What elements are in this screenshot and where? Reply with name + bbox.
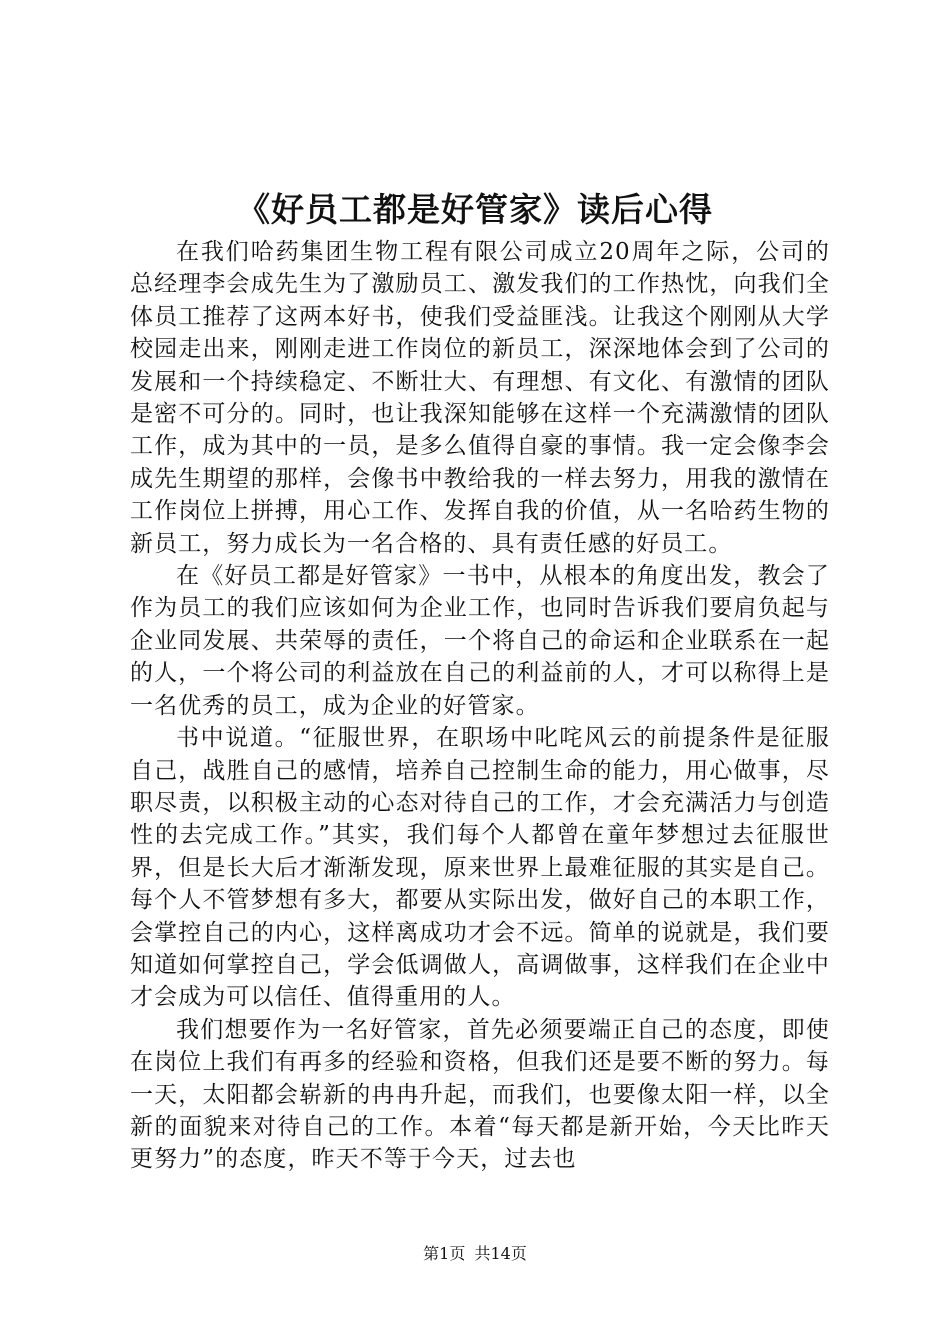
paragraph-3: 书中说道。“征服世界，在职场中叱咤风云的前提条件是征服自己，战胜自己的感情，培养自己控制生命的能力，用心做事，尽职尽责，以积极主动的心态对待自己的工作，才会充满活力与创造性的去完成工作。”其实，我们每个人都曾在童年梦想过去征服世界，但是长大后才渐渐发现，原来世界上最难征服的其实是自己。每个人不管梦想有多大，都要从实际出发，做好自己的本职工作，会掌控自己的内心，这样离成功才会不远。简单的说就是，我们要知道如何掌控自己，学会低调做人，高调做事，这样我们在企业中才会成为可以信任、值得重用的人。 xyxy=(130,725,830,1011)
page-footer xyxy=(0,1242,950,1266)
paragraph-2: 在《好员工都是好管家》一书中，从根本的角度出发，教会了作为员工的我们应该如何为企业工作，也同时告诉我们要肩负起与企业同发展、共荣辱的责任，一个将自己的命运和企业联系在一起的人，一个将公司的利益放在自己的利益前的人，才可以称得上是一名优秀的员工，成为企业的好管家。 xyxy=(130,563,830,719)
document-body xyxy=(130,236,830,1176)
paragraph-1: 在我们哈药集团生物工程有限公司成立20周年之际，公司的总经理李会成先生为了激励员工、激发我们的工作热忱，向我们全体员工推荐了这两本好书，使我们受益匪浅。让我这个刚刚从大学校园走出来，刚刚走进工作岗位的新员工，深深地体会到了公司的发展和一个持续稳定、不断壮大、有理想、有文化、有激情的团队是密不可分的。同时，也让我深知能够在这样一个充满激情的团队工作，成为其中的一员，是多么值得自豪的事情。我一定会像李会成先生期望的那样，会像书中教给我的一样去努力，用我的激情在工作岗位上拼搏，用心工作、发挥自我的价值，从一名哈药生物的新员工，努力成长为一名合格的、具有责任感的好员工。 xyxy=(130,239,830,557)
paragraph-4: 我们想要作为一名好管家，首先必须要端正自己的态度，即使在岗位上我们有再多的经验和资格，但我们还是要不断的努力。每一天，太阳都会崭新的冉冉升起，而我们，也要像太阳一样，以全新的面貌来对待自己的工作。本着“每天都是新开始，今天比昨天更努力”的态度，昨天不等于今天，过去也 xyxy=(130,1016,830,1173)
page-number: 第1页 xyxy=(423,1244,466,1263)
document-title: 《好员工都是好管家》读后心得 xyxy=(237,190,713,229)
page-total: 共14页 xyxy=(474,1244,527,1263)
